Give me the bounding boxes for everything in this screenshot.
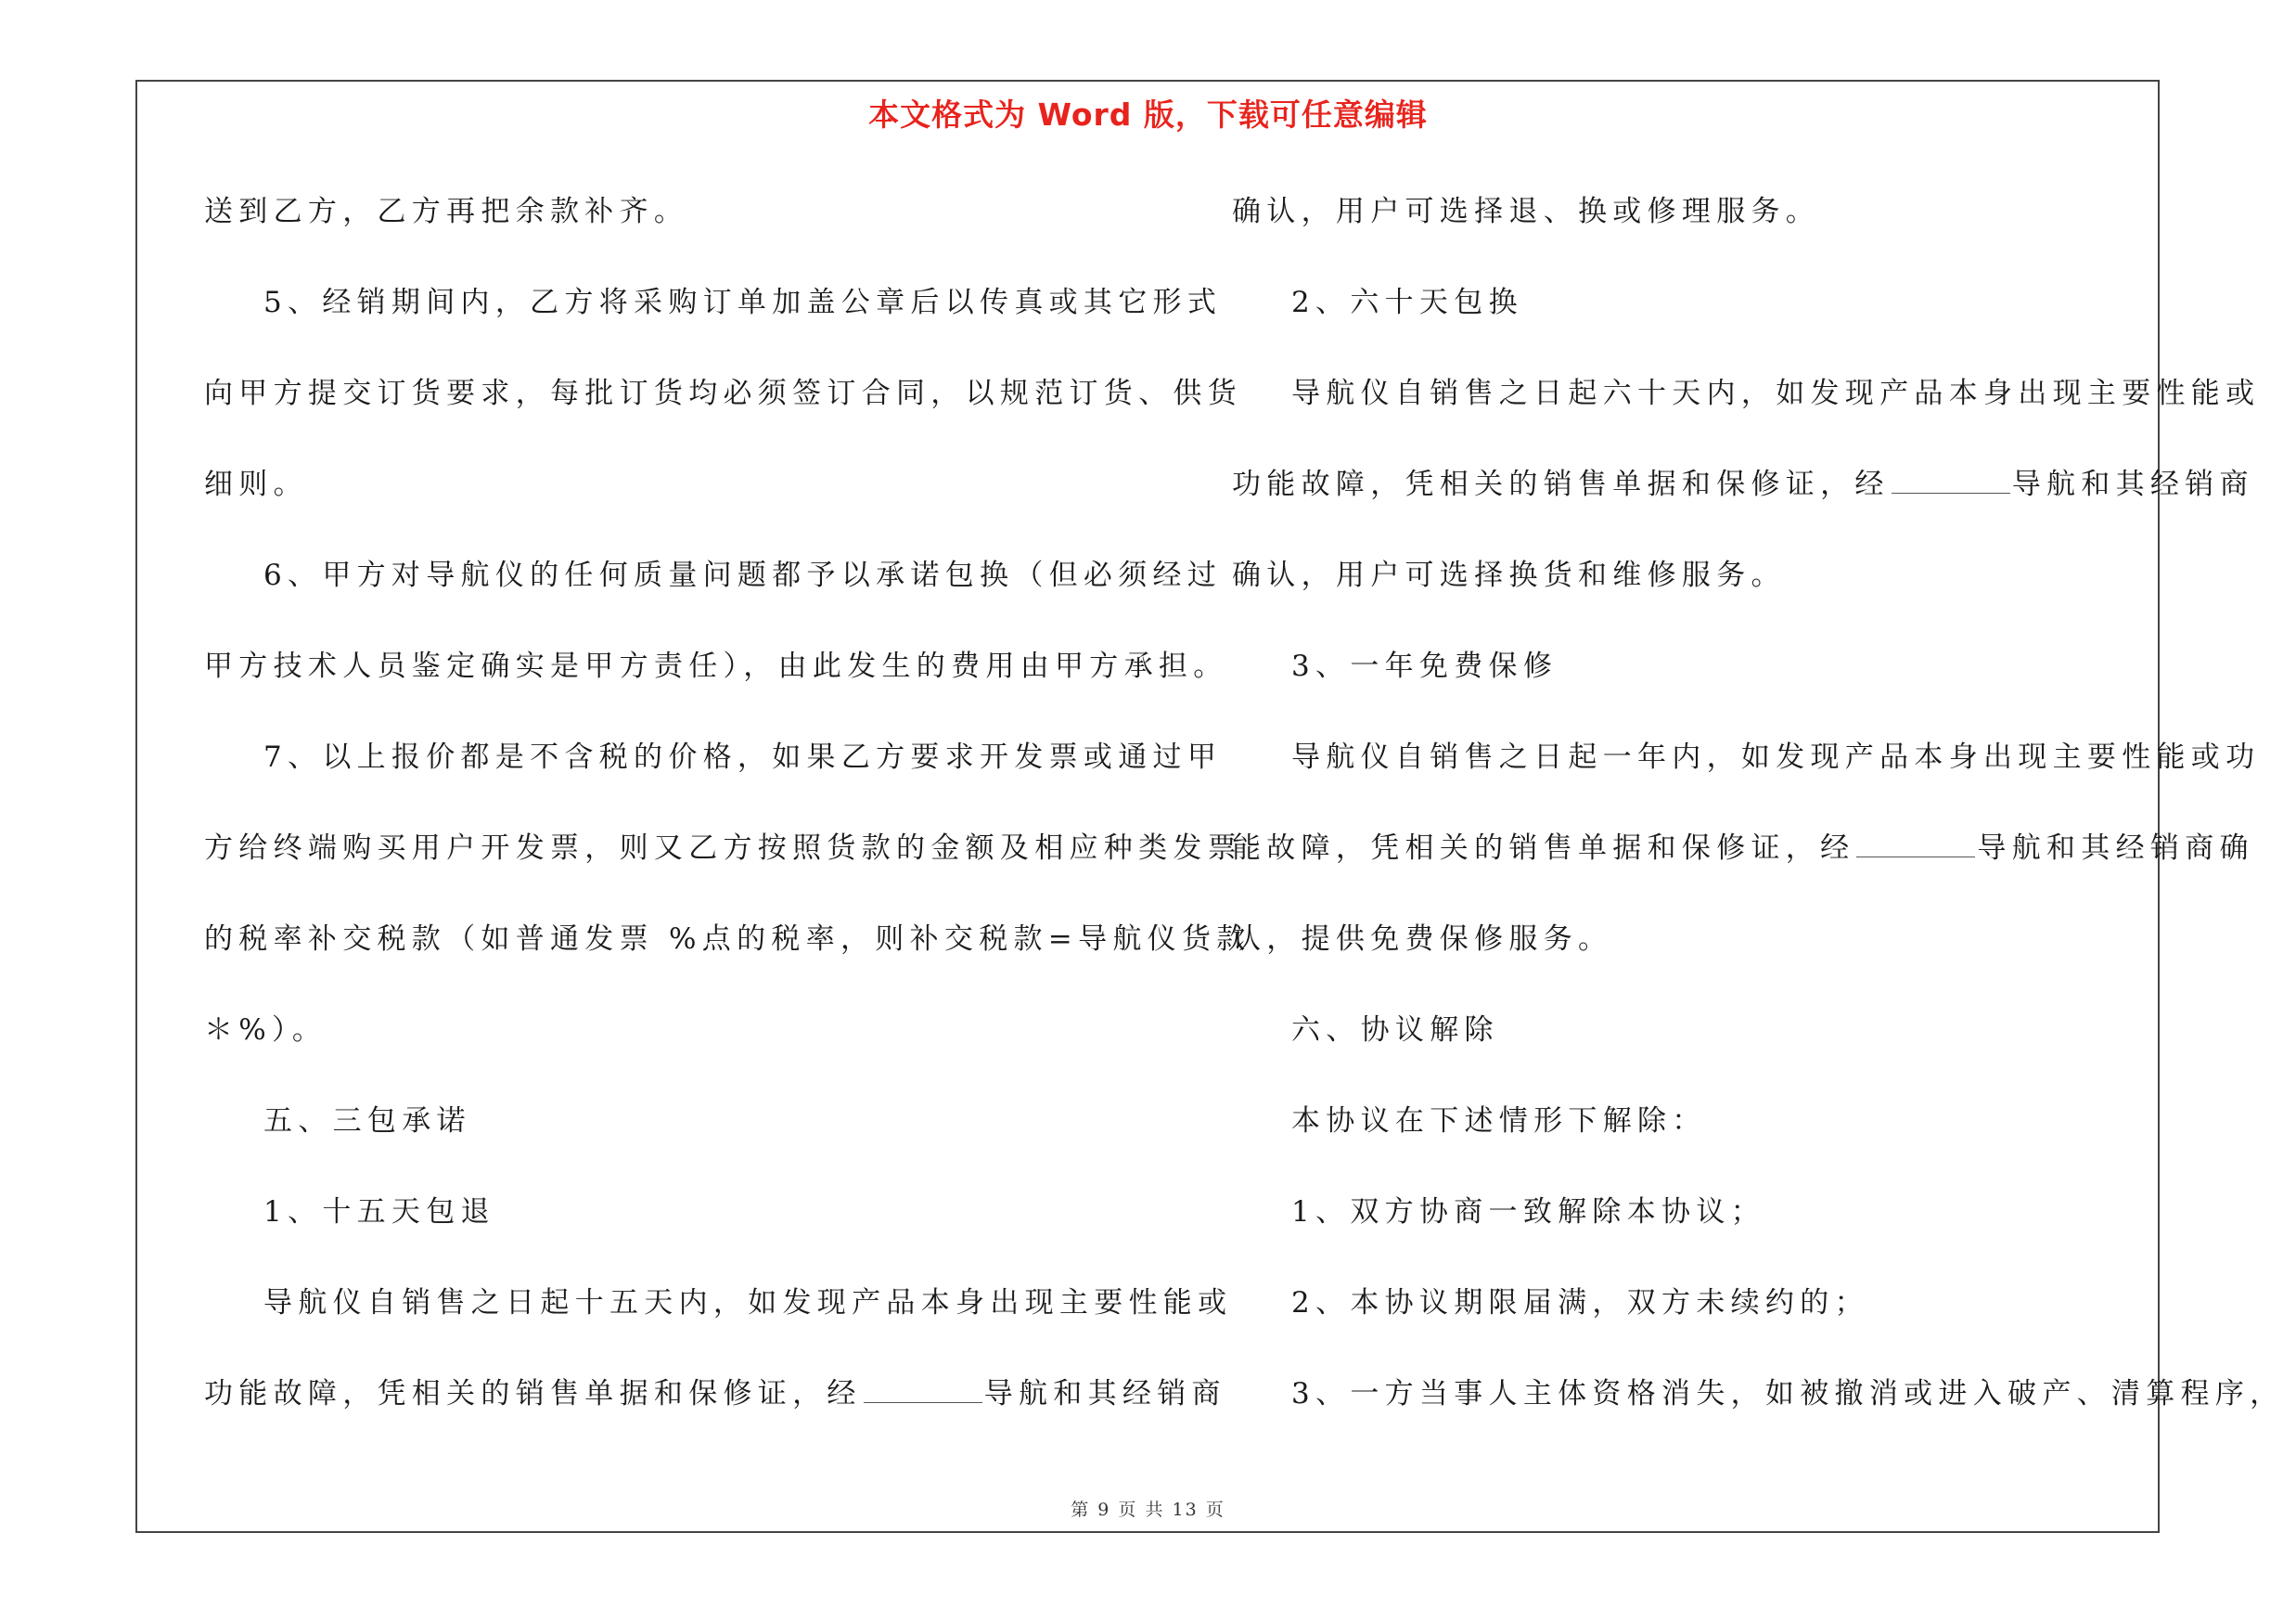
subsection-heading: 1、十五天包退 (263, 1195, 495, 1229)
paragraph-line: 7、以上报价都是不含税的价格，如果乙方要求开发票或通过甲 (263, 741, 1223, 774)
section-heading: 六、协议解除 (1291, 1013, 1499, 1047)
line-text: 能故障，凭相关的销售单据和保修证，经 (1232, 831, 1855, 865)
subsection-heading: 3、一年免费保修 (1291, 650, 1558, 683)
paragraph-line: 认，提供免费保修服务。 (1232, 922, 1613, 956)
left-column (204, 182, 1251, 1455)
line-text: 导航和其经销商 (983, 1377, 1226, 1410)
list-item: 3、一方当事人主体资格消失，如被撤消或进入破产、清算程序， (1291, 1377, 2285, 1410)
fill-in-blank (1856, 825, 1975, 857)
paragraph-line: 的税率补交税款（如普通发票 %点的税率，则补交税款=导航仪货款 (204, 922, 1251, 956)
subsection-heading: 2、六十天包换 (1291, 286, 1523, 319)
paragraph-line: 方给终端购买用户开发票，则又乙方按照货款的金额及相应种类发票 (204, 831, 1242, 865)
line-text: 功能故障，凭相关的销售单据和保修证，经 (204, 1377, 862, 1410)
page-number-footer: 第 9 页 共 13 页 (1071, 1500, 1225, 1520)
paragraph-line: 甲方技术人员鉴定确实是甲方责任），由此发生的费用由甲方承担。 (204, 650, 1228, 683)
paragraph-line: 6、甲方对导航仪的任何质量问题都予以承诺包换（但必须经过 (263, 559, 1223, 592)
paragraph-line: 向甲方提交订货要求，每批订货均必须签订合同，以规范订货、供货 (204, 377, 1242, 410)
paragraph-line: 导航仪自销售之日起一年内，如发现产品本身出现主要性能或功 (1291, 741, 2261, 774)
paragraph-line: 确认，用户可选择换货和维修服务。 (1232, 559, 1786, 592)
paragraph-line: 细则。 (204, 468, 308, 501)
paragraph-line: ＊%）。 (204, 1013, 327, 1047)
right-column (1232, 182, 2285, 1455)
line-text: 功能故障，凭相关的销售单据和保修证，经 (1232, 468, 1890, 501)
paragraph-line (1232, 818, 2254, 909)
section-heading: 五、三包承诺 (263, 1104, 471, 1138)
paragraph-line: 5、经销期间内，乙方将采购订单加盖公章后以传真或其它形式 (263, 286, 1223, 319)
paragraph-line: 导航仪自销售之日起六十天内，如发现产品本身出现主要性能或 (1291, 377, 2261, 410)
paragraph-line (1232, 455, 2254, 546)
line-text: 导航和其经销商 (2011, 468, 2254, 501)
paragraph-line: 确认，用户可选择退、换或修理服务。 (1232, 195, 1821, 228)
fill-in-blank (1892, 461, 2010, 494)
paragraph-line (204, 1364, 1226, 1455)
paragraph-line: 本协议在下述情形下解除： (1291, 1104, 1707, 1138)
paragraph-line: 送到乙方，乙方再把余款补齐。 (204, 195, 689, 228)
line-text: 导航和其经销商确 (1977, 831, 2254, 865)
list-item: 2、本协议期限届满，双方未续约的； (1291, 1286, 1869, 1320)
paragraph-line: 导航仪自销售之日起十五天内，如发现产品本身出现主要性能或 (263, 1286, 1233, 1320)
word-format-banner: 本文格式为 Word 版，下载可任意编辑 (868, 97, 1428, 133)
fill-in-blank (864, 1371, 982, 1403)
list-item: 1、双方协商一致解除本协议； (1291, 1195, 1765, 1229)
